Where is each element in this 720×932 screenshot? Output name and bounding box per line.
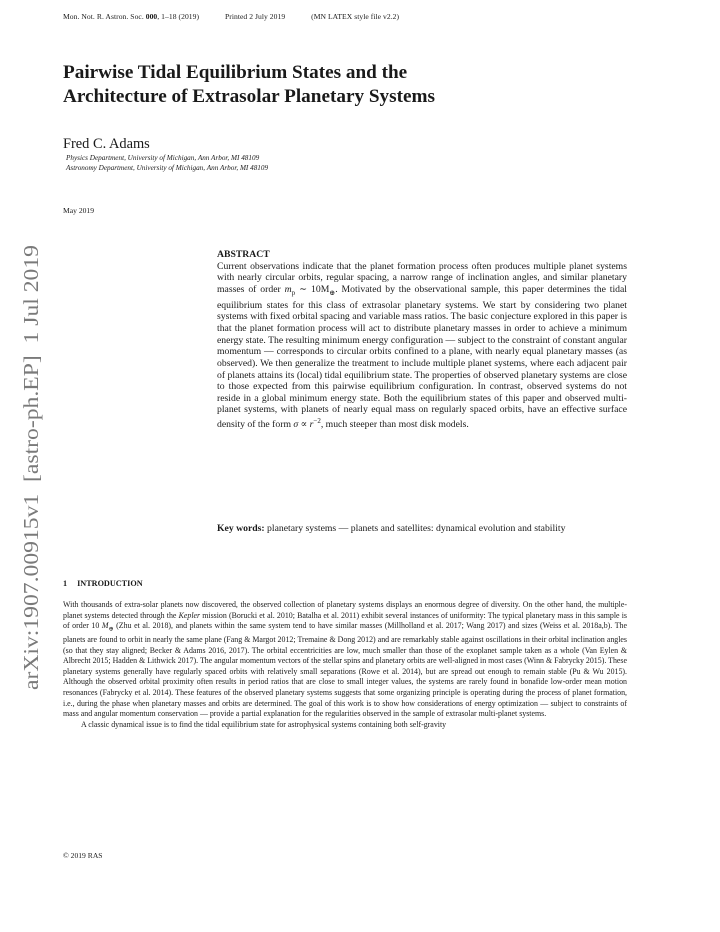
intro-paragraph-2: A classic dynamical issue is to find the tidal equilibrium state for astrophysical systems containing both self-gravity (81, 719, 447, 729)
title-line-2: Architecture of Extrasolar Planetary Systems (63, 86, 435, 107)
abstract-heading: ABSTRACT (217, 249, 270, 260)
affiliation-2: Astronomy Department, University of Michigan, Ann Arbor, MI 48109 (66, 164, 269, 172)
section-title: INTRODUCTION (77, 579, 143, 588)
title-line-1: Pairwise Tidal Equilibrium States and the (63, 62, 408, 83)
journal-volume: 000 (145, 12, 158, 21)
journal-name: Mon. Not. R. Astron. Soc. (63, 12, 144, 21)
printed-date: Printed 2 July 2019 (224, 12, 286, 21)
keywords-text: planetary systems — planets and satellites: dynamical evolution and stability (264, 523, 566, 534)
arxiv-sidebar (8, 245, 48, 690)
affiliation-1: Physics Department, University of Michigan, Ann Arbor, MI 48109 (66, 154, 260, 162)
submission-date: May 2019 (63, 206, 95, 215)
journal-pages: , 1–18 (2019) (157, 12, 200, 21)
paper-title (63, 61, 435, 109)
arxiv-identifier: arXiv:1907.00915v1 [astro-ph.EP] 1 Jul 2019 (19, 285, 43, 690)
running-header (63, 12, 399, 21)
abstract-text: Current observations indicate that the planet formation process often produces multiple planet systems with nearly circular orbits, regular spacing, a narrow range of inclination angles, and similar planetary masses of order $m_p$ ∼ $10M_\oplus$. Motivated by the observational sample, this paper determines the tidal equilibrium states for this class of extrasolar planetary systems. We start by considering two planet systems with fixed orbital spacing and variable mass ratios. The basic conjecture explored in this paper is that the planet formation process will act to distribute planetary masses in order to achieve a minimum energy state. The resulting minimum energy configuration — subject to the constraint of constant angular momentum — corresponds to circular orbits confined to a plane, with nearly equal planetary masses (as observed). We then generalize the treatment to include multiple planet systems, where each adjacent pair of planets attains its (local) tidal equilibrium state. The properties of observed planetary systems are close to those expected from this pairwise equilibrium configuration. In contrast, observed systems do not reside in a global minimum energy state. Both the equilibrium states of this paper and observed multi-planet systems, with planets of nearly equal mass on regularly spaced orbits, have an effective surface density of the form $\sigma \propto r^{-2}$, much steeper than most disk models. (217, 260, 627, 431)
copyright-notice: © 2019 RAS (63, 851, 103, 860)
abstract (217, 249, 627, 431)
section-number: 1 (63, 579, 68, 588)
keywords (217, 523, 627, 535)
keywords-label: Key words: (217, 523, 265, 534)
section-heading-introduction (63, 579, 143, 588)
introduction-body (63, 600, 627, 730)
author-name: Fred C. Adams (63, 136, 150, 152)
style-file-note: (MN LATEX style file v2.2) (311, 12, 400, 21)
intro-paragraph-1: With thousands of extra-solar planets now discovered, the observed collection of planetary systems displays an enormous degree of diversity. On the other hand, the multiple-planet systems detected through the Kepler mission (Borucki et al. 2010; Batalha et al. 2011) exhibit several instances of uniformity: The typical planetary mass in this sample is of order 10 $M_\oplus$ (Zhu et al. 2018), and planets within the same system tend to have similar masses (Millholland et al. 2017; Wang 2017) and sizes (Weiss et al. 2018a,b). The planets are found to orbit in nearly the same plane (Fang & Margot 2012; Tremaine & Dong 2012) and are remarkably stable against oscillations in their orbital inclination angles (so that they stay aligned; Becker & Adams 2016, 2017). The orbital eccentricities are low, much smaller than those of the exoplanet sample taken as a whole (Van Eylen & Albrecht 2015; Hadden & Lithwick 2017). The angular momentum vectors of the stellar spins and planetary orbits are well-aligned in most cases (Winn & Fabrycky 2015). These planetary systems generally have regularly spaced orbits with relatively small separations (Rowe et al. 2014), but are spread out enough to remain stable (Pu & Wu 2015). Although the observed orbital proximity often results in period ratios that are close to small integer values, the systems are rarely found in bonafide low-order mean motion resonances (Fabrycky et al. 2014). These features of the observed planetary systems suggests that some organizing principle is operating during the process of planet formation, i.e., during the phase when planetary masses and orbits are determined. The goal of this work is to show how considerations of energy optimization — subject to constraints of mass and angular momentum conservation — provide a partial explanation for the regularities observed in the sample of extrasolar multi-planet systems. (63, 600, 627, 719)
